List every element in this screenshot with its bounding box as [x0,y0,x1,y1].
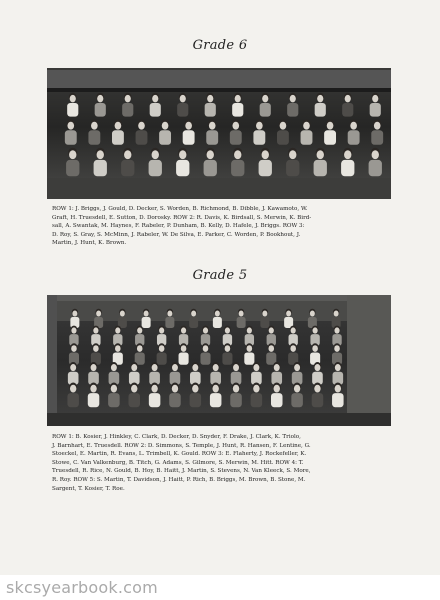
grade-5-heading: Grade 5 [192,268,248,283]
grade-6-class-photo [47,68,391,199]
class-photo-icon [47,295,391,426]
grade-6-heading: Grade 6 [192,38,248,53]
grade-5-caption: ROW 1: B. Kosier, J. Hinkley, C. Clark, D. Decker, D. Snyder, F. Drake, J. Clark, K. Triolo, J. Barnhart, E. Truesdell. ROW 2: D. Simmons, S. Temple, J. Hunt, R. Hansen, F. Lentine, G. Stoeckel, E. Martin, R. Evans, L. Trimbell, K. Gould. ROW 3: E. Flaherty, J. Rockefeller, K. Stowe, C. Van Valkenburg, B. Titch, G. Adams, S. Gilmore, S. Merwin, M. Hitt. ROW 4: T. Truesdell, R. Rice, N. Gould, B. Hoy, B. Haitt, J. Martin, S. Stevens, N. Van Kleeck, S. More, R. Roy. ROW 5: S. Martin, T. Davidson, J. Haitt, P. Rich, B. Briggs, M. Brown, B. Stone, M. Sargent, T. Kosier, T. Roe. [52,434,311,492]
grade-6-caption: ROW 1: J. Briggs, J. Gould, D. Decker, S. Worden, B. Richmond, B. Dibble, J. Kawamoto, W. Graft, H. Truesdell, E. Sutton, D. Dorosky. ROW 2: R. Davis, K. Birdsall, S. Merwin, K. Bird- sall, A. Swantak, M. Haynes, F. Rabeler, P. Dunham, B. Kelly, D. Hafele, J. Briggs. ROW 3: D. Roy, S. Gray, S. McMinn, J. Rabeler, W. De Silva, E. Parker, C. Worden, P. Bookhout, J. Martin, J. Hunt, K. Brown. [52,206,312,247]
grade-5-class-photo [47,295,391,426]
class-photo-icon [47,68,391,199]
site-watermark: skcsyearbook.com [0,575,440,600]
